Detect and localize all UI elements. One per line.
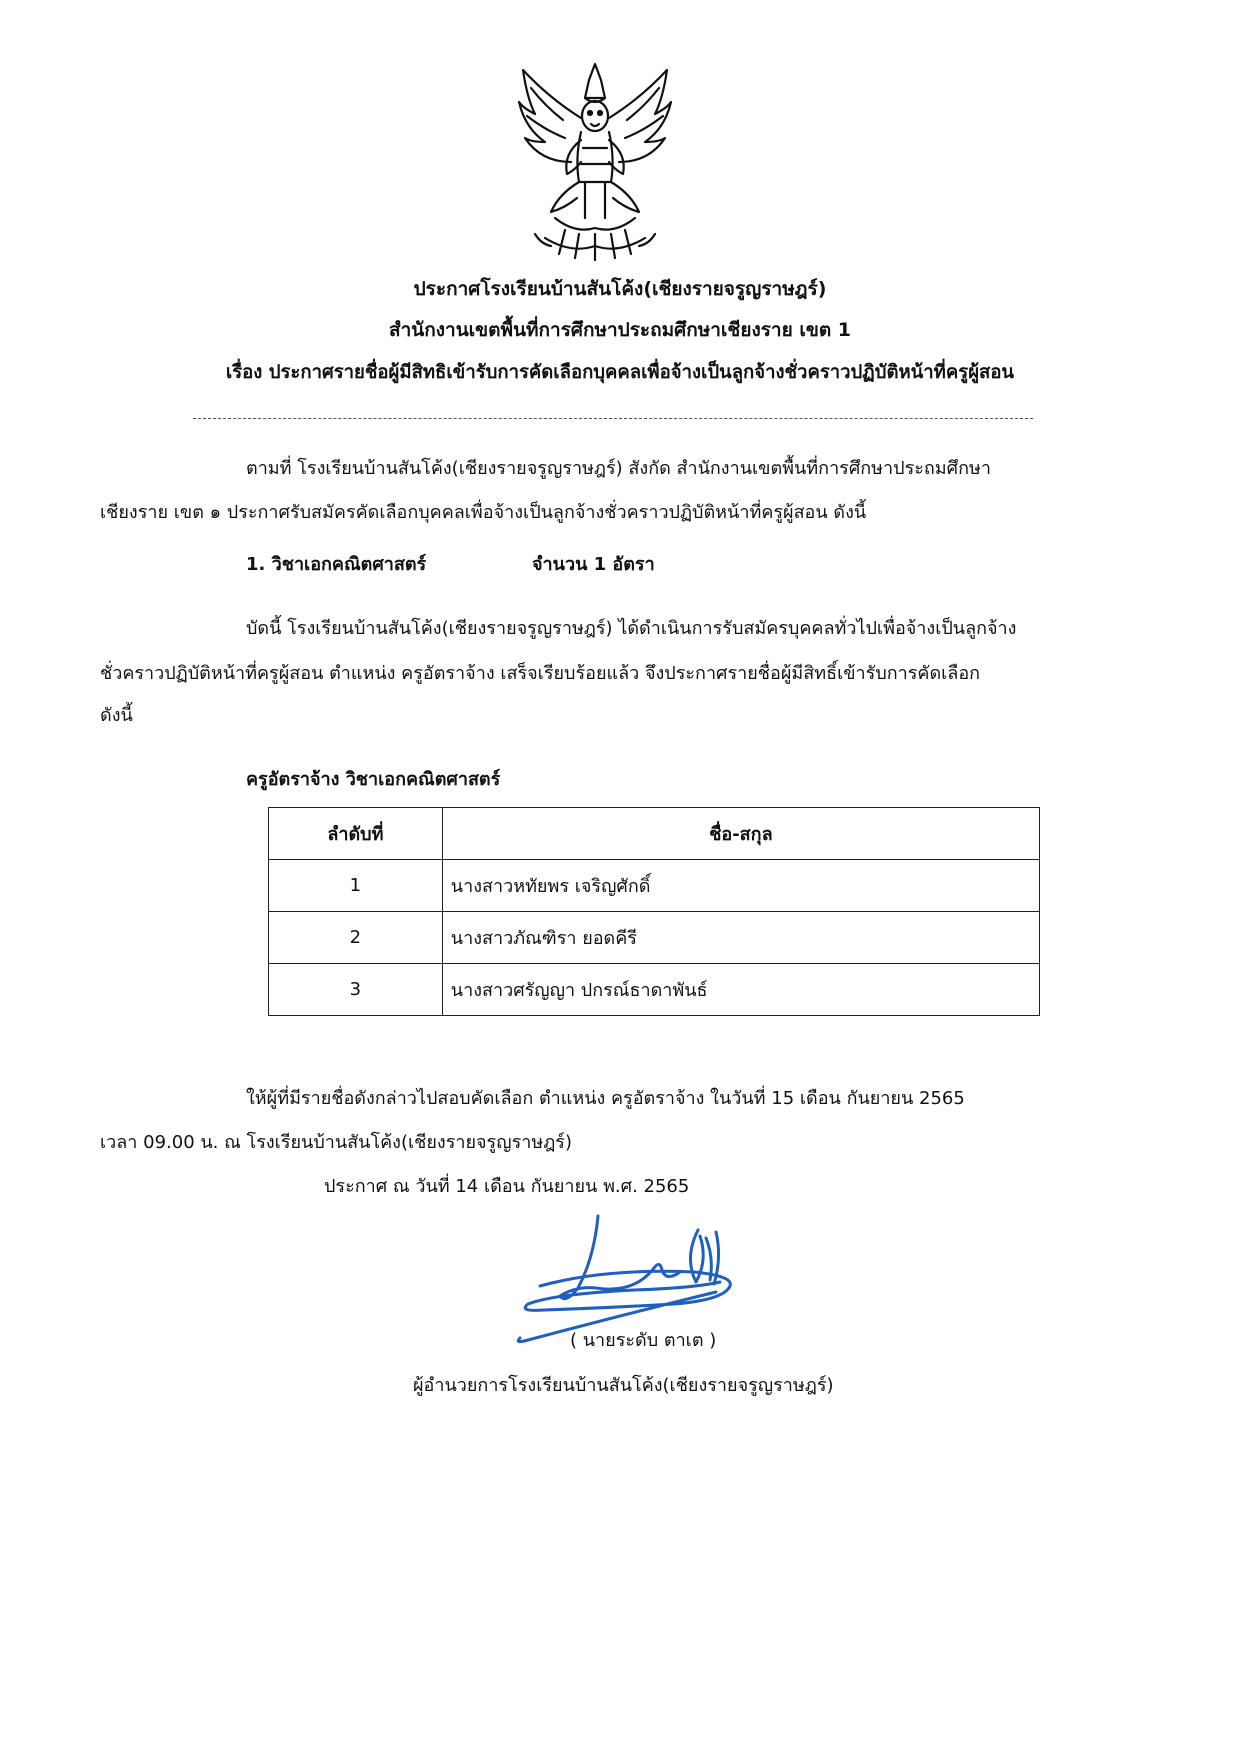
table-row: [269, 964, 1040, 1016]
garuda-emblem-icon: [515, 58, 675, 263]
signature-icon: [484, 1208, 794, 1348]
row-seq: 1: [269, 860, 443, 912]
position-subject: 1. วิชาเอกคณิตศาสตร์: [246, 554, 427, 575]
result-paragraph-line: ชั่วคราวปฏิบัติหน้าที่ครูผู้สอน ตำแหน่ง ครูอัตราจ้าง เสร็จเรียบร้อยแล้ว จึงประกาศรายชื่อผู้มีสิทธิ์เข้ารับการคัดเลือก: [100, 663, 981, 684]
table-row: [269, 912, 1040, 964]
position-count: จำนวน 1 อัตรา: [532, 554, 655, 575]
announcement-date: ประกาศ ณ วันที่ 14 เดือน กันยายน พ.ศ. 2565: [324, 1176, 690, 1197]
position-item: [246, 553, 655, 577]
intro-paragraph-line: เชียงราย เขต ๑ ประกาศรับสมัครคัดเลือกบุคคลเพื่อจ้างเป็นลูกจ้างชั่วคราวปฏิบัติหน้าที่ครูผู้สอน ดังนี้: [100, 502, 867, 523]
result-paragraph-line: บัดนี้ โรงเรียนบ้านสันโค้ง(เชียงรายจรูญราษฎร์) ได้ดำเนินการรับสมัครบุคคลทั่วไปเพื่อจ้างเป็นลูกจ้าง: [246, 618, 1017, 639]
result-paragraph-line: ดังนี้: [100, 705, 133, 726]
row-seq: 3: [269, 964, 443, 1016]
column-header-seq: ลำดับที่: [269, 808, 443, 860]
table-caption: ครูอัตราจ้าง วิชาเอกคณิตศาสตร์: [246, 769, 501, 790]
column-header-name: ชื่อ-สกุล: [442, 808, 1039, 860]
exam-paragraph-line: เวลา 09.00 น. ณ โรงเรียนบ้านสันโค้ง(เชียงรายจรูญราษฎร์): [100, 1132, 572, 1153]
intro-paragraph-line: ตามที่ โรงเรียนบ้านสันโค้ง(เชียงรายจรูญราษฎร์) สังกัด สำนักงานเขตพื้นที่การศึกษาประถมศึกษา: [246, 458, 991, 479]
table-header-row: [269, 808, 1040, 860]
subject-title: เรื่อง ประกาศรายชื่อผู้มีสิทธิเข้ารับการคัดเลือกบุคคลเพื่อจ้างเป็นลูกจ้างชั่วคราวปฏิบัติหน้าที่ครูผู้สอน: [225, 362, 1015, 383]
announcement-title: ประกาศโรงเรียนบ้านสันโค้ง(เชียงรายจรูญราษฎร์): [413, 278, 827, 300]
row-name: นางสาวภัณฑิรา ยอดคีรี: [442, 912, 1039, 964]
signer-name: ( นายระดับ ตาเต ): [570, 1330, 717, 1351]
office-title: สำนักงานเขตพื้นที่การศึกษาประถมศึกษาเชียงราย เขต 1: [388, 319, 852, 341]
applicants-table: [268, 807, 1040, 1016]
row-name: นางสาวศรัญญา ปกรณ์ธาดาพันธ์: [442, 964, 1039, 1016]
signer-position: ผู้อำนวยการโรงเรียนบ้านสันโค้ง(เชียงรายจรูญราษฎร์): [413, 1375, 834, 1396]
exam-paragraph-line: ให้ผู้ที่มีรายชื่อดังกล่าวไปสอบคัดเลือก ตำแหน่ง ครูอัตราจ้าง ในวันที่ 15 เดือน กันยายน 2565: [246, 1088, 965, 1109]
row-seq: 2: [269, 912, 443, 964]
table-row: [269, 860, 1040, 912]
divider: [193, 418, 1033, 419]
row-name: นางสาวหทัยพร เจริญศักดิ์: [442, 860, 1039, 912]
